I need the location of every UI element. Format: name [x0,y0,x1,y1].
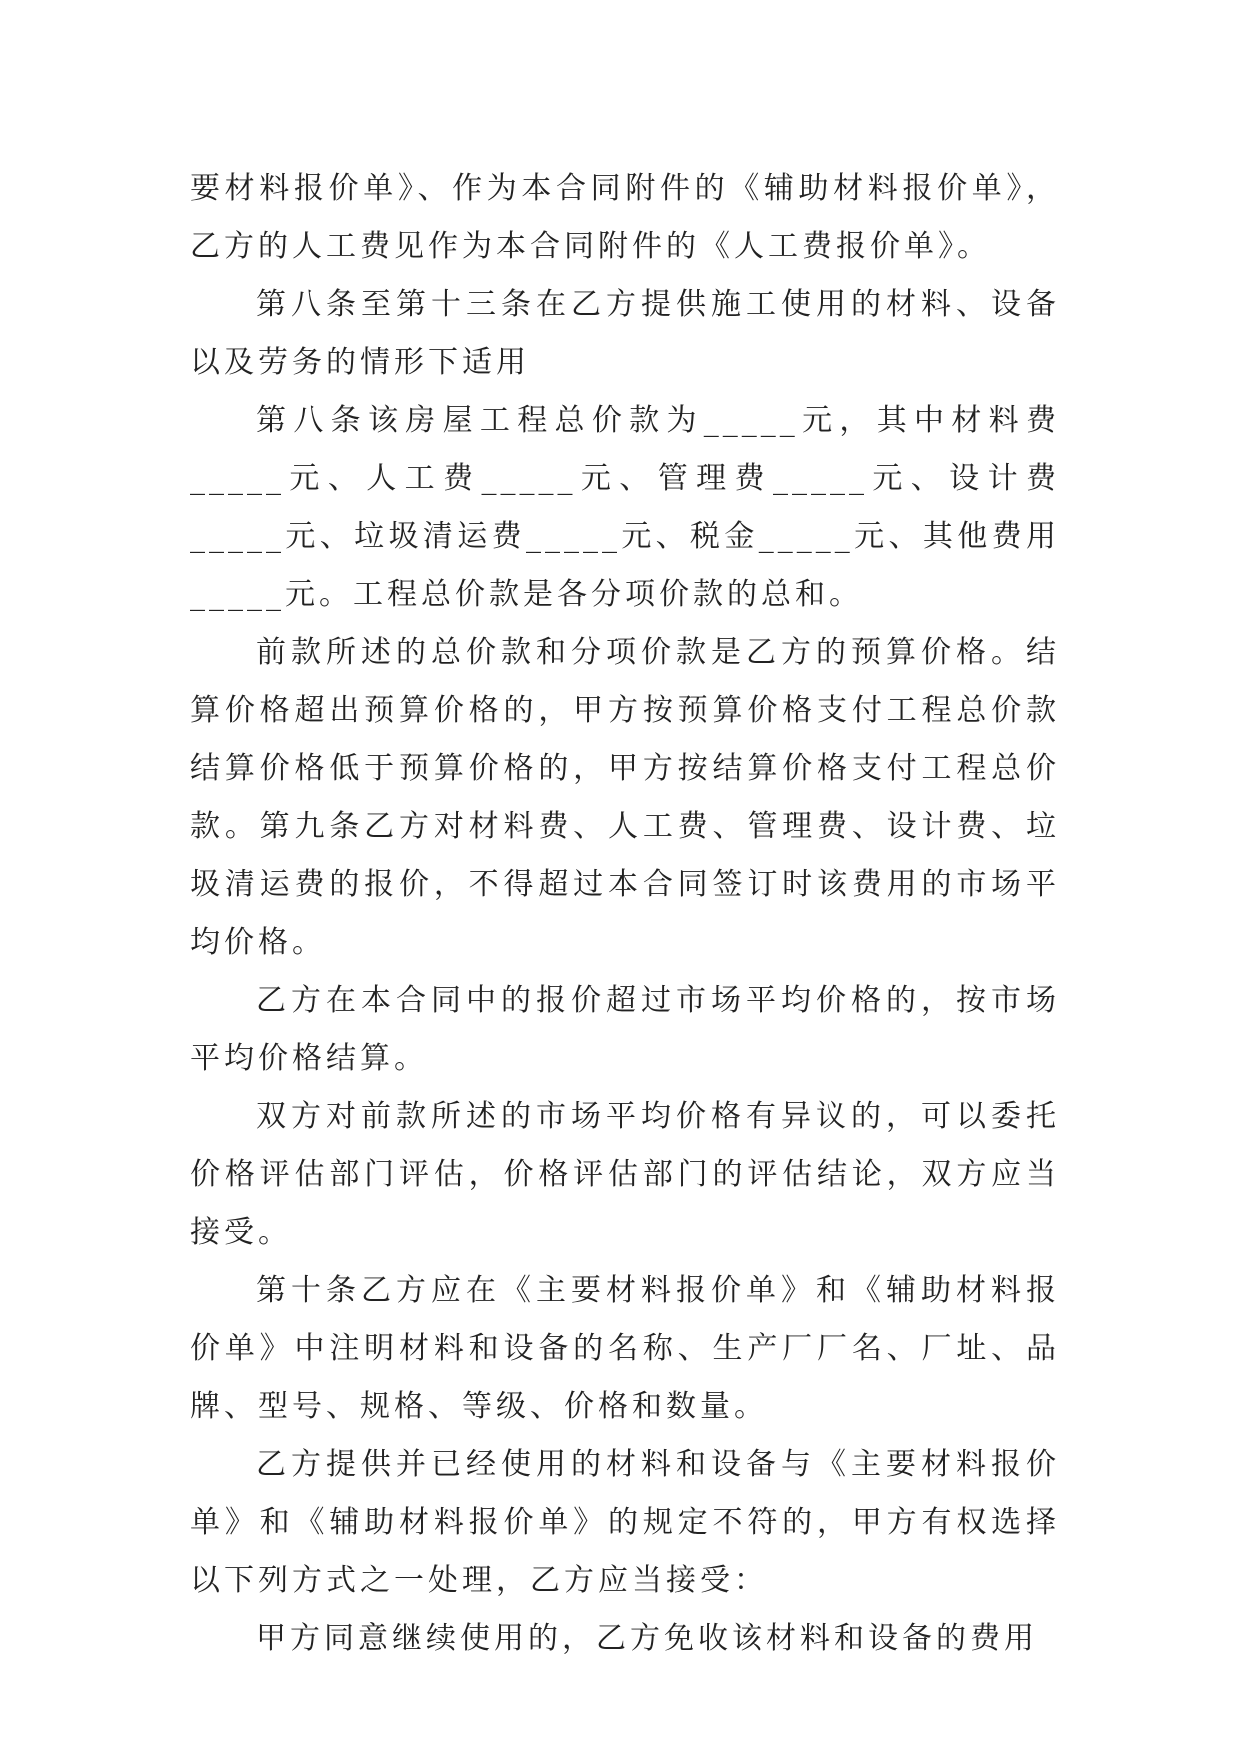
paragraph-8: 乙方提供并已经使用的材料和设备与《主要材料报价单》和《辅助材料报价单》的规定不符的，甲方有权选择以下列方式之一处理，乙方应当接受： [190,1447,1060,1598]
paragraph-1: 要材料报价单》、作为本合同附件的《辅助材料报价单》，乙方的人工费见作为本合同附件的《人工费报价单》。 [190,171,1060,264]
paragraph-7: 第十条乙方应在《主要材料报价单》和《辅助材料报价单》中注明材料和设备的名称、生产厂厂名、厂址、品牌、型号、规格、等级、价格和数量。 [190,1273,1060,1424]
paragraph-4: 前款所述的总价款和分项价款是乙方的预算价格。结算价格超出预算价格的，甲方按预算价格支付工程总价款结算价格低于预算价格的，甲方按结算价格支付工程总价款。第九条乙方对材料费、人工费、管理费、设计费、垃圾清运费的报价，不得超过本合同签订时该费用的市场平均价格。 [190,635,1060,960]
paragraph-2: 第八条至第十三条在乙方提供施工使用的材料、设备以及劳务的情形下适用 [190,287,1060,380]
paragraph-9: 甲方同意继续使用的，乙方免收该材料和设备的费用 [256,1621,1038,1656]
paragraph-5: 乙方在本合同中的报价超过市场平均价格的，按市场平均价格结算。 [190,983,1060,1076]
paragraph-6: 双方对前款所述的市场平均价格有异议的，可以委托价格评估部门评估，价格评估部门的评估结论，双方应当接受。 [190,1099,1060,1250]
document-body [190,160,1060,1668]
paragraph-3: 第八条该房屋工程总价款为_____元，其中材料费_____元、人工费_____元、管理费_____元、设计费_____元、垃圾清运费_____元、税金_____元、其他费用_____元。工程总价款是各分项价款的总和。 [190,403,1060,612]
